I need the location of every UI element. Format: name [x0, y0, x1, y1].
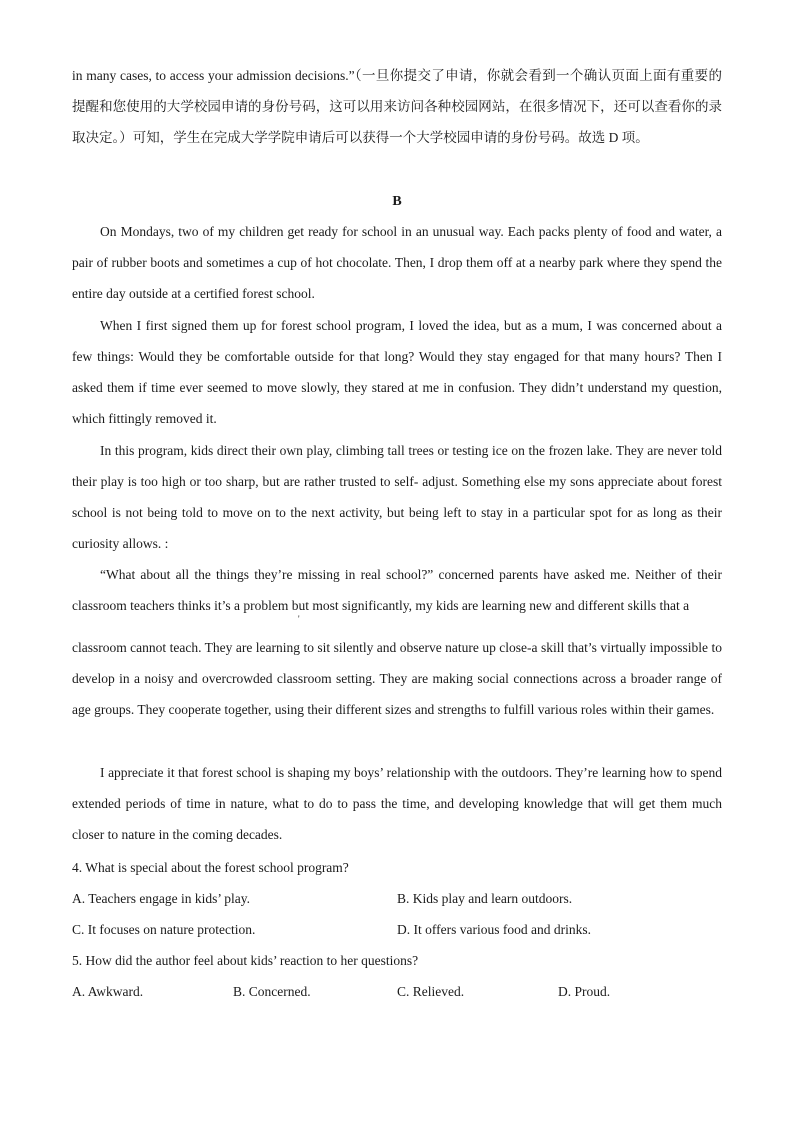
question-5-option-b: B. Concerned. [233, 984, 311, 999]
question-5-option-a: A. Awkward. [72, 984, 144, 999]
intro-paragraph: in many cases, to access your admission decisions.”（一旦你提交了申请，你就会看到一个确认页面上面有重要的提醒和您使用的大学校园申请的身份号码，这可以用来访问各种校园网站，在很多情况下，还可以查看你的录取决定。）可知，学生在完成大学学院申请后可以获得一个大学校园申请的身份号码。故选 D 项。 [72, 68, 722, 145]
question-5-stem: 5. How did the author feel about kids’ reaction to her questions? [72, 953, 419, 968]
question-4-option-a: A. Teachers engage in kids’ play. [72, 891, 250, 906]
question-4-option-c: C. It focuses on nature protection. [72, 922, 256, 937]
question-4-stem: 4. What is special about the forest school program? [72, 860, 349, 875]
question-4-option-b: B. Kids play and learn outdoors. [397, 891, 573, 906]
passage-paragraph-2: When I first signed them up for forest school program, I loved the idea, but as a mum, I was concerned about a few things: Would they be comfortable outside for that long? Would they stay engaged for that many hours? Then I asked them if time ever seemed to move slowly, they stared at me in confusion. They didn’t understand my question, which fittingly removed it. [72, 318, 722, 426]
passage-paragraph-5: I appreciate it that forest school is shaping my boys’ relationship with the outdoors. They’re learning how to spend extended periods of time in nature, what to do to pass the time, and developing knowledge that will get them much closer to nature in the coming decades. [72, 765, 722, 842]
passage-paragraph-1: On Mondays, two of my children get ready for school in an unusual way. Each packs plenty of food and water, a pair of rubber boots and sometimes a cup of hot chocolate. Then, I drop them off at a nearby park where they spend the entire day outside at a certified forest school. [72, 224, 722, 301]
passage-paragraph-4-end: classroom cannot teach. They are learning to sit silently and observe nature up close-a skill that’s virtually impossible to develop in a noisy and overcrowded classroom setting. They are making social connections across a broader range of age groups. They cooperate together, using their different sizes and strengths to fulfill various roles within their games. [72, 640, 722, 717]
stray-mark: ' [298, 614, 300, 624]
section-heading: B [392, 194, 402, 209]
passage-paragraph-3: In this program, kids direct their own play, climbing tall trees or testing ice on the frozen lake. They are never told their play is too high or too sharp, but are rather trusted to self- adjust. Something else my sons appreciate about forest school is not being told to move on to the next activity, but being left to stay in a particular spot for as long as their curiosity allows. : [72, 443, 722, 551]
question-4-option-d: D. It offers various food and drinks. [397, 922, 591, 937]
question-5-option-d: D. Proud. [558, 984, 611, 999]
passage-paragraph-4-start: “What about all the things they’re missing in real school?” concerned parents have asked me. Neither of their classroom teachers thinks it’s a problem but most significantly, my kids are learning new and different skills that a [72, 567, 722, 613]
question-5-option-c: C. Relieved. [397, 984, 465, 999]
